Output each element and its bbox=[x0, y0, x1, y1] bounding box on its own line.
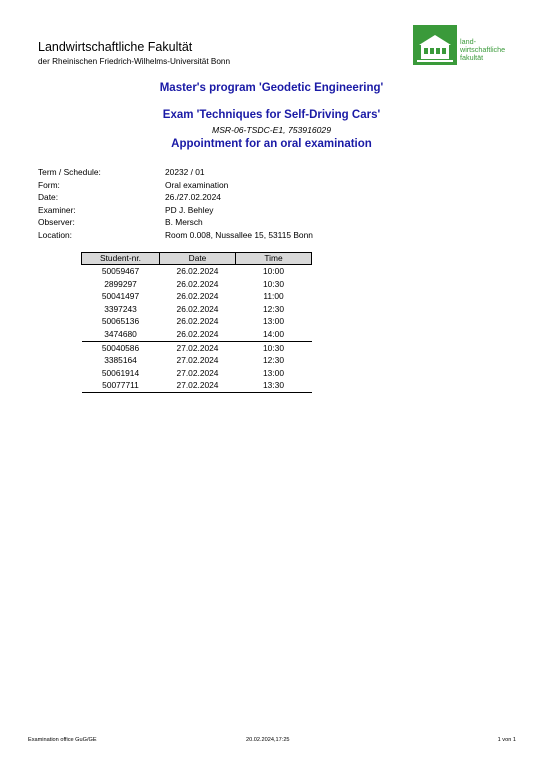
cell-student-nr: 3397243 bbox=[104, 303, 137, 314]
cell-date: 26.02.2024 bbox=[176, 328, 219, 339]
info-label: Location: bbox=[38, 229, 72, 240]
program-title: Master's program 'Geodetic Engineering' bbox=[159, 82, 384, 94]
cell-student-nr: 2899297 bbox=[104, 278, 137, 289]
cell-student-nr: 50065136 bbox=[101, 316, 140, 327]
info-value: Room 0.008, Nussallee 15, 53115 Bonn bbox=[165, 229, 313, 240]
table-row bbox=[82, 278, 312, 291]
info-row-form bbox=[38, 179, 358, 192]
logo-text-line2: wirtschaftliche bbox=[460, 45, 506, 54]
cell-date: 26.02.2024 bbox=[176, 291, 219, 302]
info-label: Observer: bbox=[38, 217, 75, 228]
appointment-title: Appointment for an oral examination bbox=[171, 138, 372, 150]
cell-time: 12:30 bbox=[263, 303, 284, 314]
logo-text-line1: land- bbox=[460, 37, 476, 46]
cell-student-nr: 3474680 bbox=[104, 328, 137, 339]
cell-time: 10:30 bbox=[236, 341, 312, 354]
cell-date: 26.02.2024 bbox=[176, 278, 219, 289]
cell-student-nr: 50059467 bbox=[101, 266, 140, 276]
cell-date: 26.02.2024 bbox=[176, 303, 219, 314]
table-row bbox=[82, 367, 312, 380]
info-label: Term / Schedule: bbox=[38, 167, 101, 177]
table-row bbox=[82, 303, 312, 316]
cell-time: 12:30 bbox=[263, 355, 284, 366]
footer-timestamp: 20.02.2024,17:25 bbox=[246, 737, 290, 743]
cell-time: 14:00 bbox=[263, 328, 284, 339]
info-row-date bbox=[38, 191, 358, 204]
exam-code: MSR-06-TSDC-E1, 753916029 bbox=[212, 125, 331, 135]
faculty-name: Landwirtschaftliche Fakultät bbox=[38, 40, 193, 54]
table-header-row bbox=[82, 253, 312, 265]
table-row bbox=[82, 290, 312, 303]
info-value: Oral examination bbox=[165, 179, 229, 190]
info-row-examiner bbox=[38, 204, 358, 217]
table-row bbox=[82, 328, 312, 341]
info-row-location bbox=[38, 229, 358, 242]
cell-date: 27.02.2024 bbox=[160, 341, 236, 354]
footer-page-number: 1 von 1 bbox=[497, 737, 516, 743]
cell-time: 13:00 bbox=[263, 316, 284, 327]
cell-date: 26.02.2024 bbox=[176, 316, 219, 327]
cell-time: 10:00 bbox=[263, 266, 284, 276]
info-value: PD J. Behley bbox=[165, 204, 214, 215]
info-row-term bbox=[38, 166, 358, 179]
cell-student-nr: 50041497 bbox=[101, 291, 140, 302]
footer-office: Examination office GuG/GE bbox=[28, 737, 97, 743]
column-header-date: Date bbox=[160, 253, 236, 265]
table-row bbox=[82, 341, 312, 354]
cell-date: 27.02.2024 bbox=[160, 379, 236, 392]
table-row bbox=[82, 354, 312, 367]
cell-time: 10:30 bbox=[263, 278, 284, 289]
column-header-time: Time bbox=[236, 253, 312, 265]
faculty-logo-icon bbox=[413, 25, 459, 67]
table-row bbox=[82, 315, 312, 328]
table-row bbox=[82, 265, 312, 278]
info-value: B. Mersch bbox=[165, 217, 203, 228]
cell-time: 13:00 bbox=[263, 367, 284, 378]
table-row bbox=[82, 379, 312, 392]
schedule-table bbox=[81, 252, 312, 393]
cell-student-nr: 50077711 bbox=[82, 379, 160, 392]
cell-student-nr: 50061914 bbox=[101, 367, 140, 378]
cell-time: 13:30 bbox=[236, 379, 312, 392]
cell-student-nr: 50040586 bbox=[82, 341, 160, 354]
faculty-logo bbox=[413, 25, 513, 67]
info-label: Date: bbox=[38, 192, 59, 203]
cell-date: 27.02.2024 bbox=[176, 367, 219, 378]
info-label: Examiner: bbox=[38, 204, 76, 215]
column-header-student-nr: Student-nr. bbox=[82, 253, 160, 265]
cell-date: 27.02.2024 bbox=[176, 355, 219, 366]
university-name: der Rheinischen Friedrich-Wilhelms-Universität Bonn bbox=[38, 57, 231, 66]
info-value: 26./27.02.2024 bbox=[165, 192, 221, 203]
cell-time: 11:00 bbox=[263, 291, 284, 302]
info-row-observer bbox=[38, 216, 358, 229]
info-label: Form: bbox=[38, 179, 60, 190]
exam-info bbox=[38, 166, 358, 242]
exam-title: Exam 'Techniques for Self-Driving Cars' bbox=[162, 109, 381, 121]
cell-date: 26.02.2024 bbox=[176, 266, 219, 276]
info-value: 20232 / 01 bbox=[165, 167, 205, 177]
cell-student-nr: 3385164 bbox=[104, 355, 137, 366]
logo-text-line3: fakultät bbox=[460, 53, 484, 62]
